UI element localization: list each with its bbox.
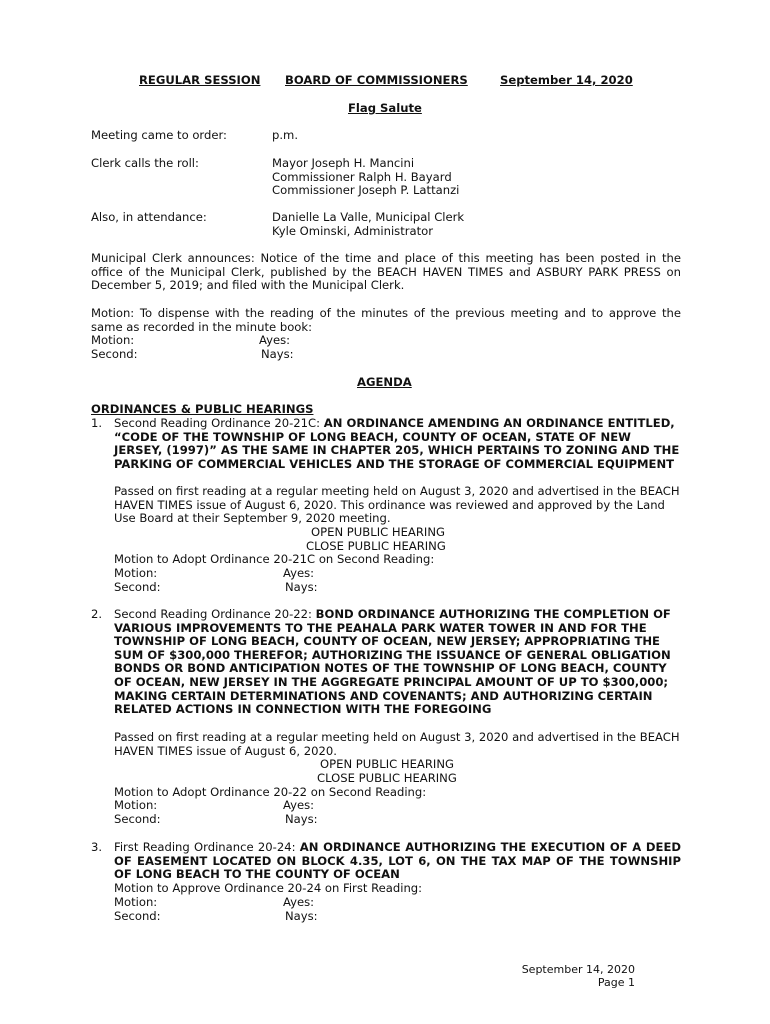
item-number: 2. xyxy=(91,607,103,621)
header-session: REGULAR SESSION xyxy=(139,73,261,87)
item-nays-label: Nays: xyxy=(285,909,318,923)
item-motion-label: Motion: xyxy=(114,798,158,812)
footer-date: September 14, 2020 xyxy=(521,963,635,976)
item-nays-label: Nays: xyxy=(285,812,318,826)
minutes-ayes-label: Ayes: xyxy=(259,333,291,347)
close-hearing: CLOSE PUBLIC HEARING xyxy=(317,771,457,785)
item-ordinance-title: AN ORDINANCE AUTHORIZING THE EXECUTION OF A DEED OF EASEMENT LOCATED ON BLOCK 4.35, LOT 6, ON THE TAX MAP OF THE TOWNSHIP OF LONG BEACH TO THE COUNTY OF OCEAN xyxy=(114,840,682,882)
agenda-title: AGENDA xyxy=(357,375,412,389)
order-label: Meeting came to order: xyxy=(91,128,227,142)
header-board: BOARD OF COMMISSIONERS xyxy=(285,73,468,87)
item-motion-label: Motion: xyxy=(114,895,158,909)
item-ordinance-title: BOND ORDINANCE AUTHORIZING THE COMPLETION OF VARIOUS IMPROVEMENTS TO THE PEAHALA PARK WATER TOWER IN AND FOR THE TOWNSHIP OF LONG BEACH, COUNTY OF OCEAN, NEW JERSEY; APPROPRIATING THE SUM OF $300,000 THEREFOR; AUTHORIZING THE ISSUANCE OF GENERAL OBLIGATION BONDS OR BOND ANTICIPATION NOTES OF THE TOWNSHIP OF LONG BEACH, COUNTY OF OCEAN, NEW JERSEY IN THE AGGREGATE PRINCIPAL AMOUNT OF UP TO $300,000; MAKING CERTAIN DETERMINATIONS AND COVENANTS; AND AUTHORIZING CERTAIN RELATED ACTIONS IN CONNECTION WITH THE FOREGOING xyxy=(114,607,671,717)
order-value: p.m. xyxy=(272,128,299,142)
footer-page-number: Page 1 xyxy=(597,976,635,989)
item-motion-label: Motion: xyxy=(114,566,158,580)
minutes-second-label: Second: xyxy=(91,347,138,361)
item-second-label: Second: xyxy=(114,580,161,594)
header-date: September 14, 2020 xyxy=(500,73,633,87)
open-hearing: OPEN PUBLIC HEARING xyxy=(320,757,454,771)
item-ordinance-title: AN ORDINANCE AMENDING AN ORDINANCE ENTITLED, “CODE OF THE TOWNSHIP OF LONG BEACH, COUNTY OF OCEAN, STATE OF NEW JERSEY, (1997)” AS THE SAME IN CHAPTER 205, WHICH PERTAINS TO ZONING AND THE PARKING OF COMMERCIAL VEHICLES AND THE STORAGE OF COMMERCIAL EQUIPMENT xyxy=(114,416,680,471)
roll-name: Commissioner Joseph P. Lattanzi xyxy=(272,183,460,197)
item-description xyxy=(114,417,681,471)
clerk-announcement: Municipal Clerk announces: Notice of the time and place of this meeting has been posted in the office of the Municipal Clerk, published by the BEACH HAVEN TIMES and ASBURY PARK PRESS on December 5, 2019; and filed with the Municipal Clerk. xyxy=(91,251,681,293)
open-hearing: OPEN PUBLIC HEARING xyxy=(311,525,445,539)
flag-salute-title: Flag Salute xyxy=(348,101,422,115)
minutes-motion-label: Motion: xyxy=(91,333,135,347)
attendance-name: Danielle La Valle, Municipal Clerk xyxy=(272,210,465,224)
item-ayes-label: Ayes: xyxy=(283,798,315,812)
item-motion-line: Motion to Adopt Ordinance 20-22 on Second Reading: xyxy=(114,785,427,799)
item-passed-note: Passed on first reading at a regular meeting held on August 3, 2020 and advertised in the BEACH HAVEN TIMES issue of August 6, 2020. This ordinance was reviewed and approved by the Land Use Board at their September 9, 2020 meeting. xyxy=(114,484,680,526)
section-title: ORDINANCES & PUBLIC HEARINGS xyxy=(91,402,314,416)
close-hearing: CLOSE PUBLIC HEARING xyxy=(306,539,446,553)
item-passed-note: Passed on first reading at a regular meeting held on August 3, 2020 and advertised in the BEACH HAVEN TIMES issue of August 6, 2020. xyxy=(114,730,680,758)
item-ayes-label: Ayes: xyxy=(283,895,315,909)
item-number: 1. xyxy=(91,416,103,430)
roll-label: Clerk calls the roll: xyxy=(91,156,199,170)
item-description xyxy=(114,608,681,717)
roll-name: Mayor Joseph H. Mancini xyxy=(272,156,415,170)
item-nays-label: Nays: xyxy=(285,580,318,594)
item-second-label: Second: xyxy=(114,909,161,923)
item-motion-line: Motion to Adopt Ordinance 20-21C on Second Reading: xyxy=(114,552,435,566)
attendance-name: Kyle Ominski, Administrator xyxy=(272,224,434,238)
item-second-label: Second: xyxy=(114,812,161,826)
item-motion-line: Motion to Approve Ordinance 20-24 on First Reading: xyxy=(114,881,423,895)
attendance-label: Also, in attendance: xyxy=(91,210,207,224)
item-lead: Second Reading Ordinance 20-21C: xyxy=(114,416,324,430)
item-number: 3. xyxy=(91,840,103,854)
roll-name: Commissioner Ralph H. Bayard xyxy=(272,170,452,184)
item-ayes-label: Ayes: xyxy=(283,566,315,580)
minutes-nays-label: Nays: xyxy=(261,347,294,361)
item-lead: Second Reading Ordinance 20-22: xyxy=(114,607,316,621)
item-description xyxy=(114,841,681,882)
minutes-motion-text: Motion: To dispense with the reading of the minutes of the previous meeting and to approve the same as recorded in the minute book: xyxy=(91,306,681,334)
item-lead: First Reading Ordinance 20-24: xyxy=(114,840,300,854)
